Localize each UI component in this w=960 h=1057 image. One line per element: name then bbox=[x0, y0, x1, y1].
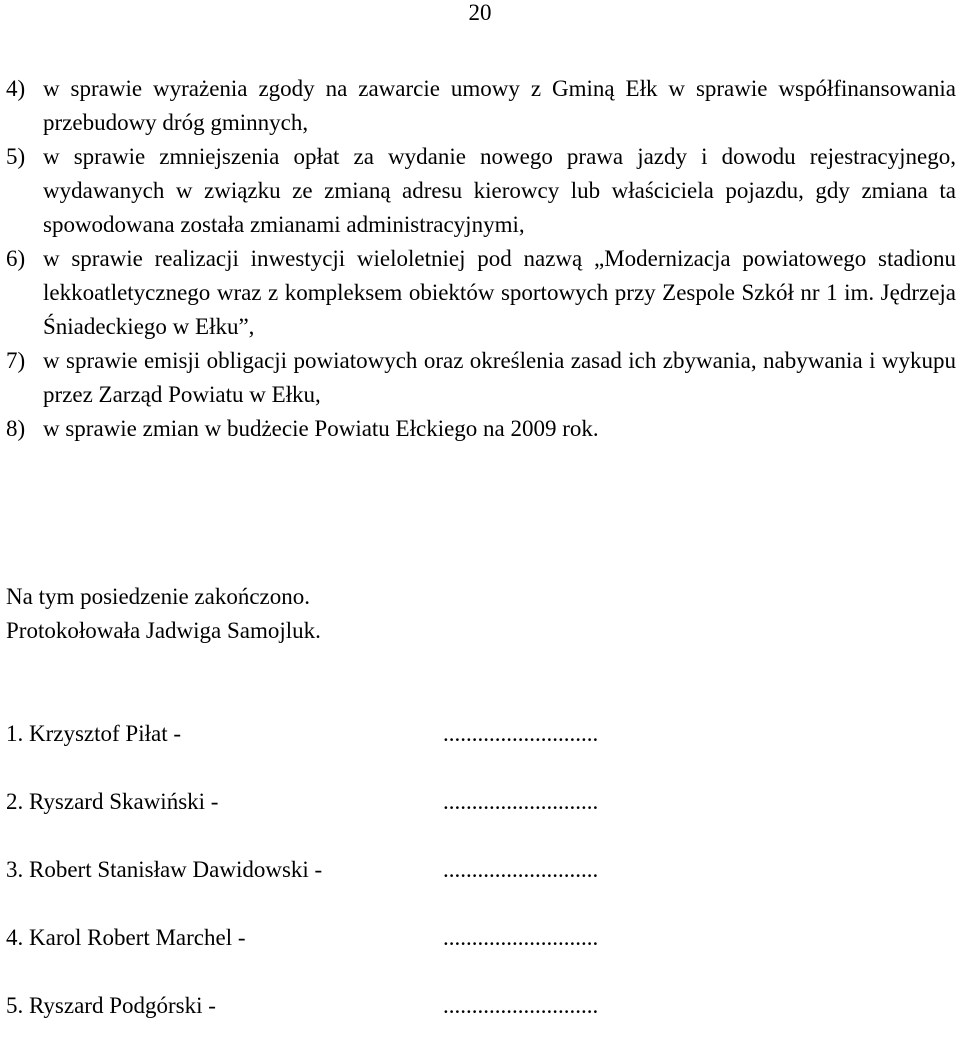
signatory-name: 4. Karol Robert Marchel - bbox=[6, 925, 246, 950]
signature-row bbox=[6, 853, 706, 921]
signatory-name: 2. Ryszard Skawiński - bbox=[6, 789, 219, 814]
signature-line: ........................... bbox=[443, 925, 599, 950]
closing-line: Na tym posiedzenie zakończono. bbox=[6, 584, 310, 609]
signatory-name: 1. Krzysztof Piłat - bbox=[6, 721, 182, 746]
list-item bbox=[6, 72, 956, 140]
item-number: 5) bbox=[6, 144, 26, 169]
signature-line: ........................... bbox=[443, 789, 599, 814]
signatory-name: 3. Robert Stanisław Dawidowski - bbox=[6, 857, 323, 882]
page-number: 20 bbox=[468, 0, 492, 25]
resolution-list bbox=[6, 72, 956, 446]
item-text: w sprawie zmniejszenia opłat za wydanie nowego prawa jazdy i dowodu rejestracyjnego, wydawanych w związku ze zmianą adresu kierowcy lub właściciela pojazdu, gdy zmiana ta spowodowana została zmianami administracyjnymi, bbox=[43, 144, 956, 237]
item-number: 6) bbox=[6, 246, 26, 271]
signature-row bbox=[6, 921, 706, 989]
list-item bbox=[6, 140, 956, 242]
signatory-name: 5. Ryszard Podgórski - bbox=[6, 993, 216, 1018]
list-item bbox=[6, 242, 956, 344]
signature-list bbox=[6, 717, 706, 1057]
signature-row bbox=[6, 989, 706, 1057]
item-number: 8) bbox=[6, 416, 26, 441]
list-item bbox=[6, 412, 956, 446]
list-item bbox=[6, 344, 956, 412]
item-number: 4) bbox=[6, 76, 26, 101]
item-text: w sprawie zmian w budżecie Powiatu Ełckiego na 2009 rok. bbox=[43, 416, 599, 441]
signature-line: ........................... bbox=[443, 721, 599, 746]
signature-line: ........................... bbox=[443, 857, 599, 882]
item-text: w sprawie emisji obligacji powiatowych oraz określenia zasad ich zbywania, nabywania i wykupu przez Zarząd Powiatu w Ełku, bbox=[43, 348, 956, 407]
signature-row bbox=[6, 717, 706, 785]
item-text: w sprawie wyrażenia zgody na zawarcie umowy z Gminą Ełk w sprawie współfinansowania przebudowy dróg gminnych, bbox=[43, 76, 956, 135]
recorder-line: Protokołowała Jadwiga Samojluk. bbox=[6, 618, 321, 643]
item-number: 7) bbox=[6, 348, 26, 373]
item-text: w sprawie realizacji inwestycji wieloletniej pod nazwą „Modernizacja powiatowego stadionu lekkoatletycznego wraz z kompleksem obiektów sportowych przy Zespole Szkół nr 1 im. Jędrzeja Śniadeckiego w Ełku”, bbox=[43, 246, 956, 339]
closing-statement bbox=[6, 580, 321, 648]
signature-row bbox=[6, 785, 706, 853]
signature-line: ........................... bbox=[443, 993, 599, 1018]
